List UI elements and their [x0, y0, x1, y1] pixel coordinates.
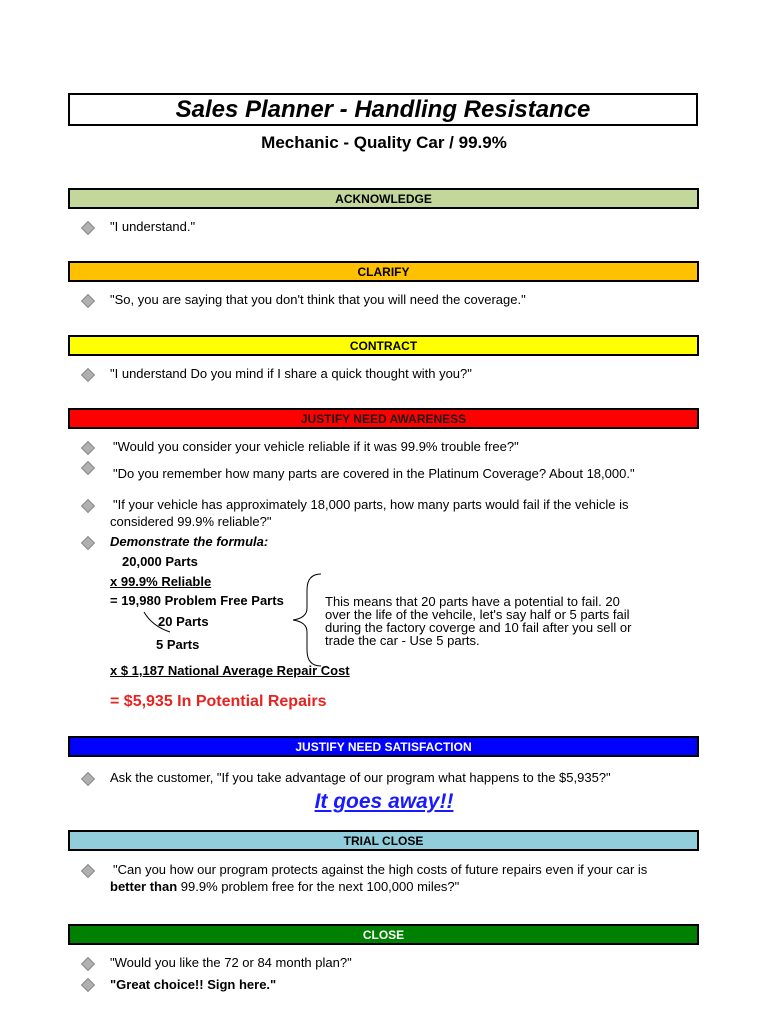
note-line-1: This means that 20 parts have a potential to fail. 20: [325, 594, 620, 609]
diamond-bullet-icon: [81, 957, 95, 971]
trial-close-line-1: "Can you how our program protects against the high costs of future repairs even if your car is: [113, 862, 648, 877]
page-subtitle: Mechanic - Quality Car / 99.9%: [261, 133, 507, 152]
satisfaction-header: JUSTIFY NEED SATISFACTION: [68, 736, 699, 757]
note-line-3: during the factory coverge and 10 fail after you sell or: [325, 620, 632, 635]
close-item-2: "Great choice!! Sign here.": [110, 977, 277, 992]
brace-icon: [285, 570, 325, 670]
title-box: [68, 93, 698, 126]
awareness-item-3-line-1: "If your vehicle has approximately 18,000 parts, how many parts would fail if the vehicle is: [113, 497, 629, 512]
diamond-bullet-icon: [81, 368, 95, 382]
formula-20-parts: 20 Parts: [158, 614, 209, 629]
diamond-bullet-icon: [81, 864, 95, 878]
page-title: Sales Planner - Handling Resistance: [175, 95, 591, 123]
diamond-bullet-icon: [81, 772, 95, 786]
trial-close-rest: 99.9% problem free for the next 100,000 miles?": [177, 879, 460, 894]
contract-item: "I understand Do you mind if I share a quick thought with you?": [110, 366, 472, 381]
close-header: CLOSE: [68, 924, 699, 945]
clarify-item: "So, you are saying that you don't think that you will need the coverage.": [110, 292, 526, 307]
awareness-item-2: "Do you remember how many parts are covered in the Platinum Coverage? About 18,000.": [113, 466, 635, 481]
diamond-bullet-icon: [81, 221, 95, 235]
acknowledge-header: ACKNOWLEDGE: [68, 188, 699, 209]
formula-result: = $5,935 In Potential Repairs: [110, 693, 327, 710]
note-line-4: trade the car - Use 5 parts.: [325, 633, 480, 648]
diamond-bullet-icon: [81, 441, 95, 455]
awareness-item-1: "Would you consider your vehicle reliable if it was 99.9% trouble free?": [113, 439, 519, 454]
formula-reliable: x 99.9% Reliable: [110, 574, 212, 589]
arrow-icon: [140, 610, 180, 640]
awareness-item-3-line-2: considered 99.9% reliable?": [110, 514, 272, 529]
clarify-header: CLARIFY: [68, 261, 699, 282]
satisfaction-item: Ask the customer, "If you take advantage of our program what happens to the $5,935?": [110, 770, 611, 785]
formula-problem-free: = 19,980 Problem Free Parts: [110, 593, 284, 608]
formula-note: [325, 595, 665, 647]
formula-5-parts: 5 Parts: [156, 637, 200, 652]
close-item-1: "Would you like the 72 or 84 month plan?": [110, 955, 352, 970]
diamond-bullet-icon: [81, 536, 95, 550]
trial-close-header: TRIAL CLOSE: [68, 830, 699, 851]
diamond-bullet-icon: [81, 294, 95, 308]
diamond-bullet-icon: [81, 461, 95, 475]
formula-cost: x $ 1,187 National Average Repair Cost: [110, 663, 350, 678]
formula-label: Demonstrate the formula:: [110, 534, 269, 549]
trial-close-line-2: [110, 879, 459, 895]
diamond-bullet-icon: [81, 978, 95, 992]
awareness-header: JUSTIFY NEED AWARENESS: [68, 408, 699, 429]
trial-close-bold: better than: [110, 879, 178, 894]
acknowledge-item: "I understand.": [110, 219, 196, 234]
note-line-2: over the life of the vehcile, let's say half or 5 parts fail: [325, 607, 630, 622]
diamond-bullet-icon: [81, 499, 95, 513]
formula-parts: 20,000 Parts: [122, 554, 198, 569]
goes-away-text: It goes away!!: [314, 790, 454, 813]
contract-header: CONTRACT: [68, 335, 699, 356]
